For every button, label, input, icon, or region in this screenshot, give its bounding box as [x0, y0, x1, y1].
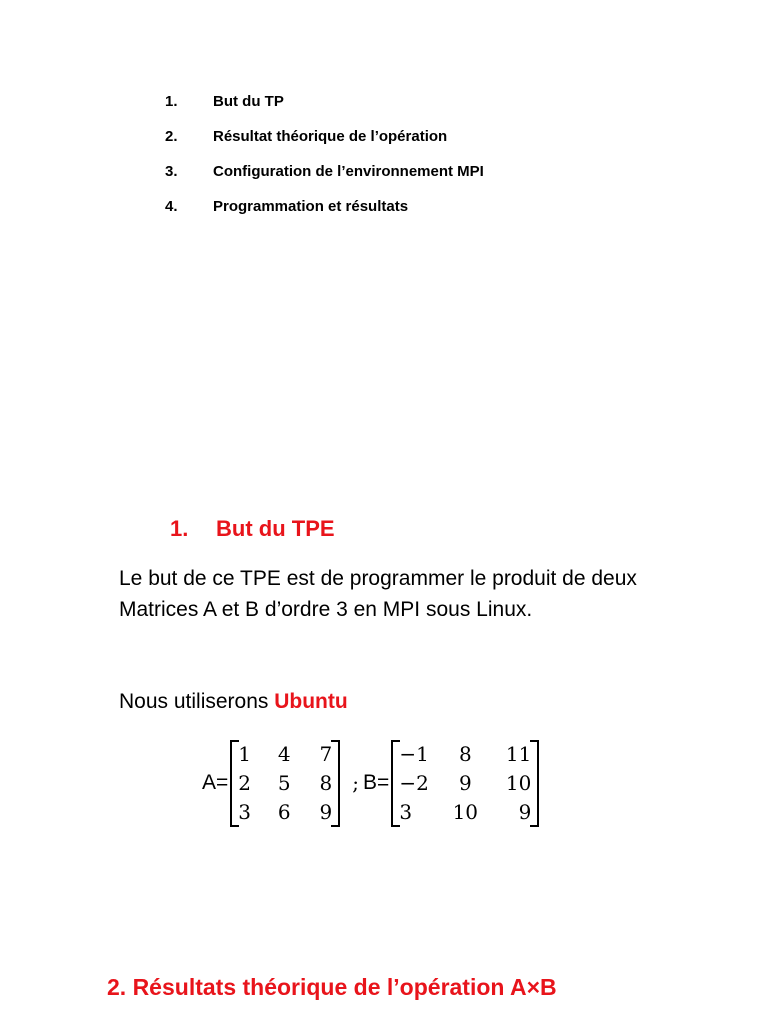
matrix-definitions [202, 740, 541, 826]
matrix-cell: 11 [505, 741, 532, 766]
matrix-cell: 10 [505, 770, 532, 795]
matrix-row [238, 740, 332, 769]
matrix-cell: 8 [458, 741, 472, 766]
toc-item [165, 198, 484, 233]
matrix-cell: 3 [399, 799, 413, 824]
tools-name: Ubuntu [274, 690, 348, 713]
toc-number: 4. [165, 198, 178, 215]
toc-item [165, 128, 484, 163]
matrix-cell: 6 [277, 799, 291, 824]
section-1-heading [170, 516, 335, 542]
matrix-cell: −1 [399, 741, 429, 766]
toc-item [165, 163, 484, 198]
matrix-cell: 7 [319, 741, 333, 766]
tools-paragraph [119, 686, 639, 717]
matrix-cell: 5 [277, 770, 291, 795]
table-of-contents [165, 93, 484, 233]
matrix-row [399, 769, 531, 798]
section-1-number: 1. [170, 516, 189, 541]
matrix-cell: 1 [238, 741, 252, 766]
section-2-heading: 2. Résultats théorique de l’opération A×B [107, 974, 557, 1000]
matrix-cell: 9 [518, 799, 532, 824]
matrix-cell: 3 [238, 799, 252, 824]
matrix-b-label: B= [363, 771, 390, 794]
matrix-row [238, 798, 332, 827]
matrix-cell: 9 [319, 799, 333, 824]
matrix-a-label: A= [202, 771, 229, 794]
toc-number: 2. [165, 128, 178, 145]
matrix-row [399, 740, 531, 769]
matrix-row [238, 769, 332, 798]
matrix-b [391, 740, 539, 827]
tools-prefix: Nous utiliserons [119, 690, 275, 713]
goal-paragraph: Le but de ce TPE est de programmer le produit de deux Matrices A et B d’ordre 3 en MPI sous Linux. [119, 567, 637, 621]
matrix-cell: 10 [452, 799, 479, 824]
toc-number: 1. [165, 93, 178, 110]
toc-label: Programmation et résultats [213, 198, 409, 215]
matrix-cell: 8 [319, 770, 333, 795]
toc-label: Résultat théorique de l’opération [213, 128, 448, 145]
matrix-row [399, 798, 531, 827]
matrix-cell: 9 [458, 770, 472, 795]
toc-label: But du TP [213, 93, 284, 110]
toc-number: 3. [165, 163, 178, 180]
toc-item [165, 93, 484, 128]
matrix-a [230, 740, 340, 827]
matrix-cell: 4 [277, 741, 291, 766]
matrix-cell: 2 [238, 770, 252, 795]
toc-label: Configuration de l’environnement MPI [213, 163, 484, 180]
section-1-title: But du TPE [216, 516, 335, 541]
matrix-cell: −2 [399, 770, 429, 795]
matrix-separator: ; [352, 771, 360, 795]
